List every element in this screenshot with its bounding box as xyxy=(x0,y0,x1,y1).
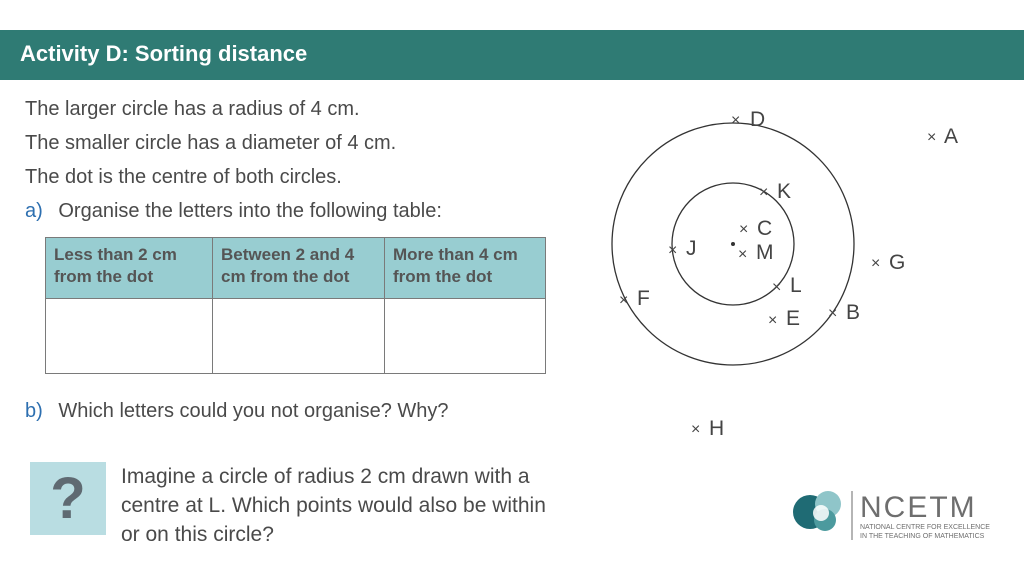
svg-text:×: × xyxy=(772,279,782,296)
header-less-than-2cm: Less than 2 cm from the dot xyxy=(46,238,213,299)
svg-text:×: × xyxy=(668,242,678,259)
part-b-marker: b) xyxy=(25,400,43,422)
svg-text:B: B xyxy=(846,301,861,324)
point-a xyxy=(927,125,958,148)
svg-text:E: E xyxy=(786,307,801,330)
part-a-text: Organise the letters into the following table: xyxy=(58,200,442,222)
svg-text:×: × xyxy=(691,421,701,438)
svg-text:D: D xyxy=(750,108,766,131)
question-mark-icon: ? xyxy=(50,466,86,531)
svg-text:G: G xyxy=(889,251,906,274)
page-title: Activity D: Sorting distance xyxy=(20,41,308,66)
point-b xyxy=(828,301,860,324)
svg-text:×: × xyxy=(871,255,881,272)
logo-wordmark: NCETM xyxy=(860,491,977,524)
svg-text:×: × xyxy=(768,312,778,329)
ncetm-logo xyxy=(793,491,990,540)
statement-line-2: The smaller circle has a diameter of 4 cm. xyxy=(25,132,397,154)
svg-text:K: K xyxy=(777,180,792,203)
svg-text:C: C xyxy=(757,217,773,240)
point-e xyxy=(768,307,800,330)
svg-text:×: × xyxy=(731,112,741,129)
svg-text:×: × xyxy=(828,305,838,322)
svg-text:A: A xyxy=(944,125,959,148)
point-d xyxy=(731,108,765,131)
svg-text:×: × xyxy=(619,292,629,309)
logo-line-1: NATIONAL CENTRE FOR EXCELLENCE xyxy=(860,524,990,531)
centre-dot xyxy=(731,242,735,246)
svg-text:F: F xyxy=(637,287,650,310)
point-l xyxy=(772,274,802,297)
svg-text:×: × xyxy=(738,246,748,263)
header-more-than-4cm: More than 4 cm from the dot xyxy=(385,238,546,299)
part-b-text: Which letters could you not organise? Why? xyxy=(58,400,449,422)
svg-text:J: J xyxy=(686,237,697,260)
svg-text:×: × xyxy=(739,221,749,238)
svg-text:×: × xyxy=(759,184,769,201)
svg-text:×: × xyxy=(927,129,937,146)
statement-line-1: The larger circle has a radius of 4 cm. xyxy=(25,98,360,120)
svg-text:H: H xyxy=(709,417,725,440)
hint-line-1: Imagine a circle of radius 2 cm drawn with a xyxy=(121,465,530,488)
logo-circle-center xyxy=(813,505,829,521)
point-m xyxy=(738,241,774,264)
point-h xyxy=(691,417,724,440)
logo-line-2: IN THE TEACHING OF MATHEMATICS xyxy=(860,533,985,540)
hint-line-3: or on this circle? xyxy=(121,523,274,546)
part-a-marker: a) xyxy=(25,200,43,222)
point-g xyxy=(871,251,905,274)
hint-line-2: centre at L. Which points would also be within xyxy=(121,494,546,517)
point-c xyxy=(739,217,772,240)
svg-text:L: L xyxy=(790,274,802,297)
svg-text:M: M xyxy=(756,241,774,264)
header-between-2-and-4cm: Between 2 and 4 cm from the dot xyxy=(213,238,385,299)
point-f xyxy=(619,287,650,310)
statement-line-3: The dot is the centre of both circles. xyxy=(25,166,342,188)
